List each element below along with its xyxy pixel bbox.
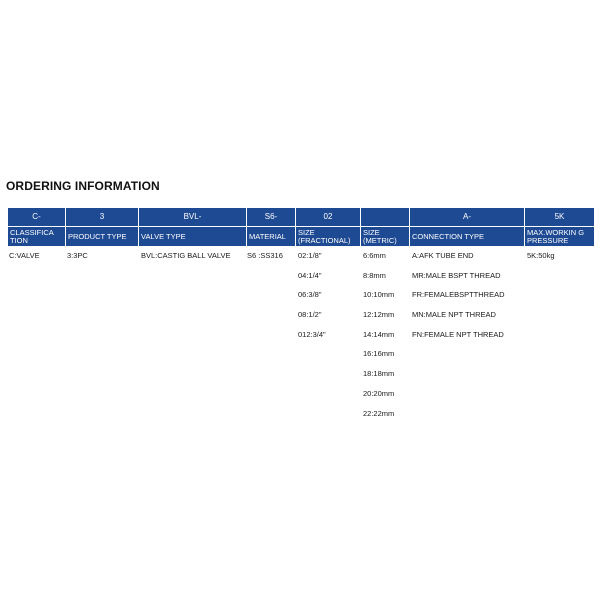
header-valve-type <box>139 227 246 246</box>
option-item: FN:FEMALE NPT THREAD <box>412 329 504 339</box>
header-classification <box>8 227 65 246</box>
options-size-metric <box>363 252 394 429</box>
header-label: MAX.WORKIN G PRESSURE <box>527 227 585 245</box>
code-size-metric <box>361 208 409 226</box>
page-title: ORDERING INFORMATION <box>6 179 160 193</box>
option-item: 02:1/8" <box>298 251 322 260</box>
header-max-pressure <box>525 227 594 246</box>
options-valve-type <box>141 252 230 272</box>
option-item: FR:FEMALEBSPTTHREAD <box>412 290 505 300</box>
option-item: 08:1/2" <box>298 310 322 320</box>
code-classification: C- <box>8 208 65 226</box>
option-item: 3:3PC <box>67 251 88 260</box>
option-item: 22:22mm <box>363 408 395 418</box>
header-product-type <box>66 227 138 246</box>
header-row <box>8 227 594 246</box>
code-valve-type: BVL- <box>139 208 246 226</box>
option-item: S6 :SS316 <box>247 251 283 260</box>
header-connection-type <box>410 227 524 246</box>
option-item: 12:12mm <box>363 310 395 320</box>
option-item: 012:3/4" <box>298 329 326 339</box>
option-item: BVL:CASTIG BALL VALVE <box>141 251 231 260</box>
option-item: A:AFK TUBE END <box>412 251 474 260</box>
header-size-fractional <box>296 227 360 246</box>
option-item: MR:MALE BSPT THREAD <box>412 270 501 280</box>
header-size-metric <box>361 227 409 246</box>
option-item: 6:6mm <box>363 251 386 260</box>
option-item: 5K:50kg <box>527 251 555 260</box>
option-item: 04:1/4" <box>298 270 322 280</box>
option-item: 14:14mm <box>363 329 395 339</box>
option-item: 8:8mm <box>363 270 386 280</box>
option-item: 18:18mm <box>363 369 395 379</box>
code-connection-type: A- <box>410 208 524 226</box>
header-label: SIZE (FRACTIONAL) <box>298 227 351 245</box>
option-item: 06:3/8" <box>298 290 322 300</box>
code-size-fractional: 02 <box>296 208 360 226</box>
header-label: VALVE TYPE <box>141 231 186 241</box>
header-label: CLASSIFICA TION <box>10 227 54 245</box>
options-product-type <box>67 252 88 272</box>
header-material <box>247 227 295 246</box>
options-max-pressure <box>527 252 555 272</box>
header-label: SIZE (METRIC) <box>363 227 397 245</box>
header-label: PRODUCT TYPE <box>68 231 127 241</box>
code-material: S6- <box>247 208 295 226</box>
header-label: MATERIAL <box>249 231 286 241</box>
options-connection-type <box>412 252 505 350</box>
code-row <box>8 208 594 226</box>
options-size-fractional <box>298 252 326 350</box>
option-item: 10:10mm <box>363 290 395 300</box>
option-item: MN:MALE NPT THREAD <box>412 310 496 320</box>
code-max-pressure: 5K <box>525 208 594 226</box>
option-item: C:VALVE <box>9 251 40 260</box>
options-material <box>247 252 283 272</box>
header-label: CONNECTION TYPE <box>412 231 484 241</box>
code-product-type: 3 <box>66 208 138 226</box>
option-item: 20:20mm <box>363 388 395 398</box>
option-item: 16:16mm <box>363 349 395 359</box>
options-classification <box>9 252 40 272</box>
